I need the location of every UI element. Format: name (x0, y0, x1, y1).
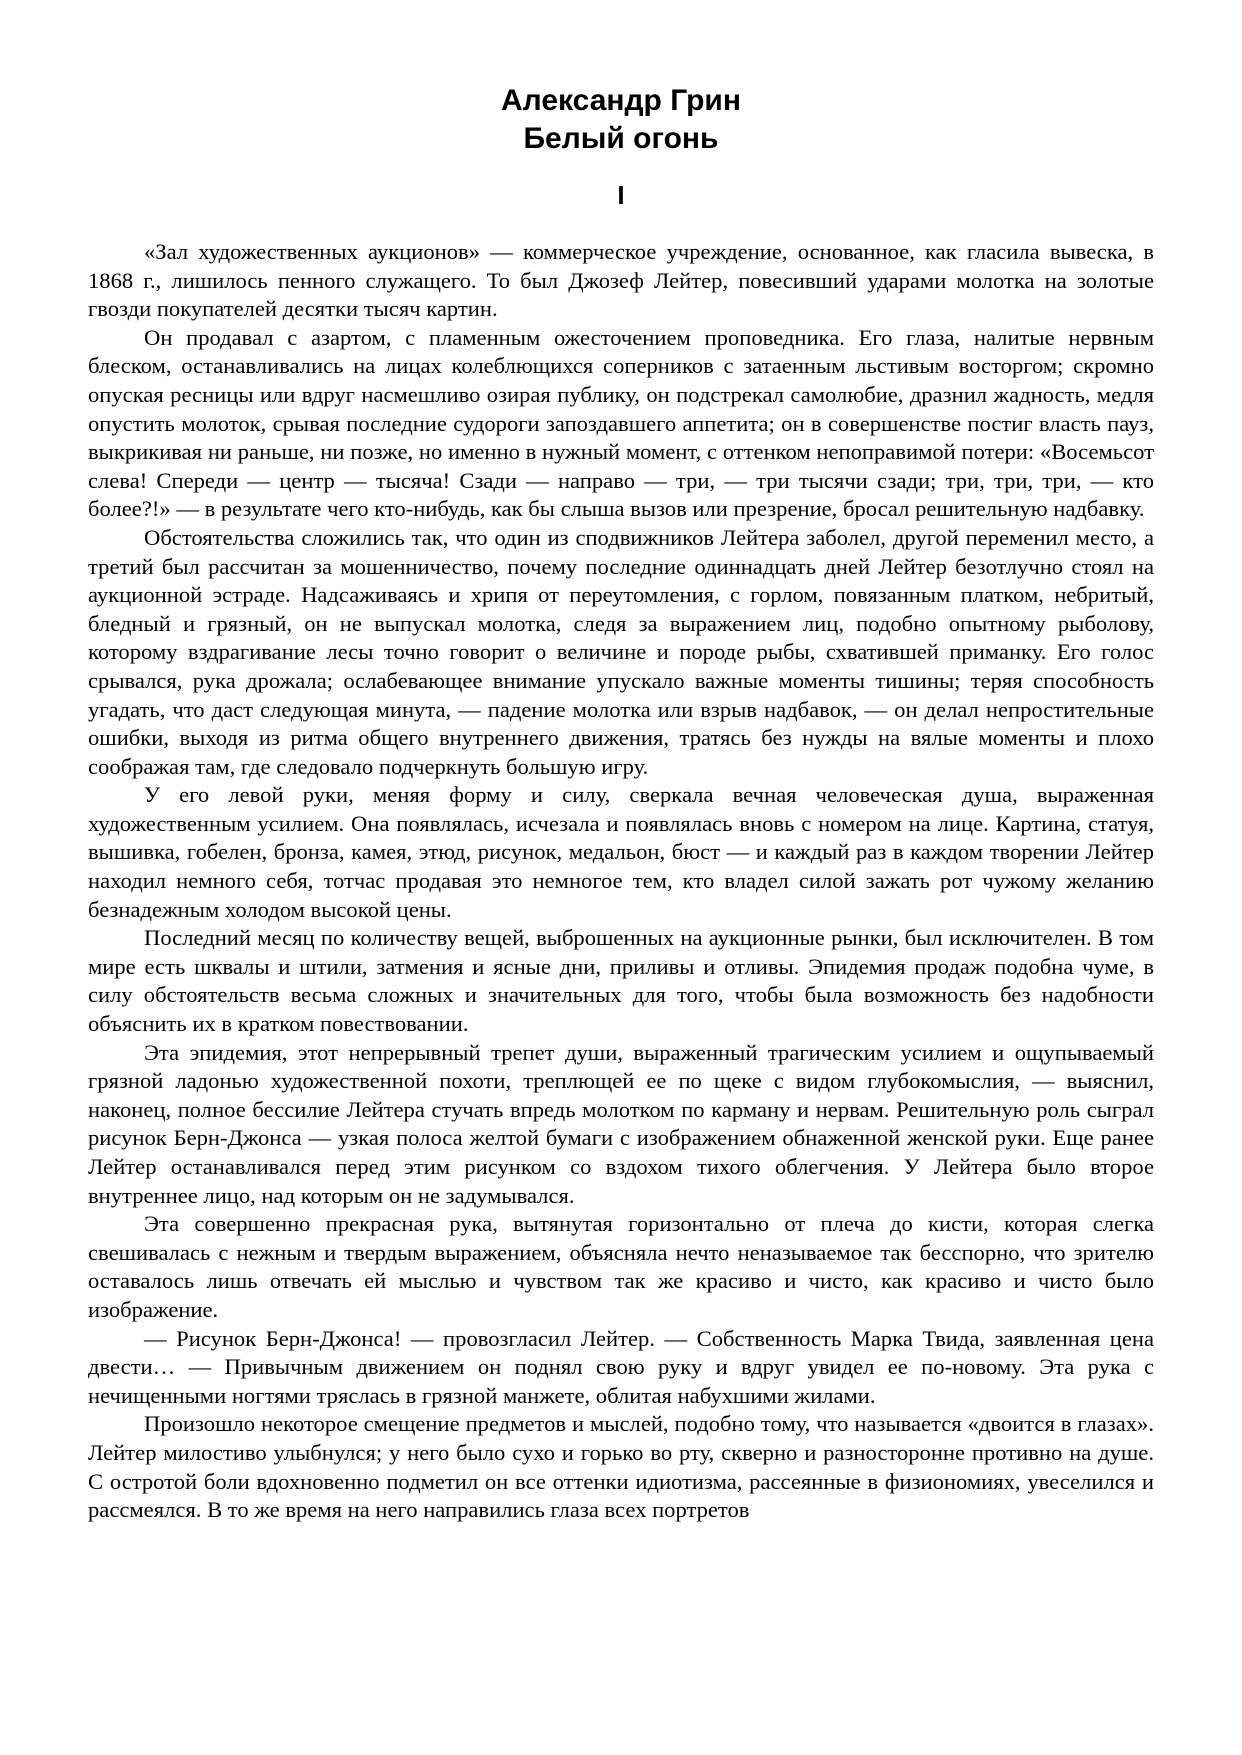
paragraph: Последний месяц по количеству вещей, выброшенных на аукционные рынки, был исключителен. В том мире есть шквалы и штили, затмения и ясные дни, приливы и отливы. Эпидемия продаж подобна чуме, в силу обстоятельств весьма сложных и значительных для того, чтобы была возможность без надобности объяснить их в кратком повествовании. (88, 925, 1154, 1037)
story-title: Белый огонь (523, 122, 719, 155)
paragraph: Обстоятельства сложились так, что один из сподвижников Лейтера заболел, другой переменил место, а третий был рассчитан за мошенничество, почему последние одиннадцать дней Лейтер безотлучно стоял на аукционной эстраде. Надсаживаясь и хрипя от переутомления, с горлом, повязанным платком, небритый, бледный и грязный, он не выпускал молотка, следя за выражением лиц, подобно опытному рыболову, которому вздрагивание лесы точно говорит о величине и породе рыбы, схватившей приманку. Его голос срывался, рука дрожала; ослабевающее внимание упускало важные моменты тишины; теряя способность угадать, что даст следующая минута, — падение молотка или взрыв надбавок, — он делал непростительные ошибки, выходя из ритма общего внутреннего движения, тратясь без нужды на вялые моменты и плохо соображая там, где следовало подчеркнуть большую игру. (88, 524, 1154, 779)
paragraph: — Рисунок Берн-Джонса! — провозгласил Лейтер. — Собственность Марка Твида, заявленная цена двести… — Привычным движением он поднял свою руку и вдруг увидел ее по-новому. Эта рука с нечищенными ногтями тряслась в грязной манжете, облитая набухшими жилами. (88, 1325, 1154, 1408)
body-text (88, 238, 1154, 1525)
paragraph: Эта эпидемия, этот непрерывный трепет души, выраженный трагическим усилием и ощупываемый грязной ладонью художественной похоти, треплющей ее по щеке с видом глубокомыслия, — выяснил, наконец, полное бессилие Лейтера стучать впредь молотком по карману и нервам. Решительную роль сыграл рисунок Берн-Джонса — узкая полоса желтой бумаги с изображением обнаженной женской руки. Еще ранее Лейтер останавливался перед этим рисунком со вздохом тихого облегчения. У Лейтера было второе внутреннее лицо, над которым он не задумывался. (88, 1039, 1154, 1208)
paragraph: Он продавал с азартом, с пламенным ожесточением проповедника. Его глаза, налитые нервным блеском, останавливались на лицах колеблющихся соперников с затаенным льстивым восторгом; скромно опуская ресницы или вдруг насмешливо озирая публику, он подстрекал самолюбие, дразнил жадность, медля опустить молоток, срывая последние судороги запоздавшего аппетита; он в совершенстве постиг власть пауз, выкрикивая ни раньше, ни позже, но именно в нужный момент, с оттенком непоправимой потери: «Восемьсот слева! Спереди — центр — тысяча! Сзади — направо — три, — три тысячи сзади; три, три, три, — кто более?!» — в результате чего кто-нибудь, как бы слыша вызов или презрение, бросал решительную надбавку. (88, 324, 1154, 522)
document-page (88, 82, 1154, 1525)
document-header (88, 82, 1154, 212)
author-name: Александр Грин (501, 84, 741, 117)
paragraph: У его левой руки, меняя форму и силу, сверкала вечная человеческая душа, выраженная художественным усилием. Она появлялась, исчезала и появлялась вновь с номером на лице. Картина, статуя, вышивка, гобелен, бронза, камея, этюд, рисунок, медальон, бюст — и каждый раз в каждом творении Лейтер находил немного себя, тотчас продавая это немногое тем, кто владел силой зажать рот чужому желанию безнадежным холодом высокой цены. (88, 782, 1154, 922)
paragraph: «Зал художественных аукционов» — коммерческое учреждение, основанное, как гласила вывеска, в 1868 г., лишилось пенного служащего. То был Джозеф Лейтер, повесивший ударами молотка на золотые гвозди покупателей десятки тысяч картин. (88, 239, 1154, 322)
paragraph: Произошло некоторое смещение предметов и мыслей, подобно тому, что называется «двоится в глазах». Лейтер милостиво улыбнулся; у него было сухо и горько во рту, скверно и разносторонне противно на душе. С остротой боли вдохновенно подметил он все оттенки идиотизма, рассеянные в физиономиях, увеселился и рассмеялся. В то же время на него направились глаза всех портретов (88, 1411, 1154, 1523)
chapter-number: I (617, 180, 625, 210)
paragraph: Эта совершенно прекрасная рука, вытянутая горизонтально от плеча до кисти, которая слегка свешивалась с нежным и твердым выражением, объясняла нечто неназываемое так бесспорно, что зрителю оставалось лишь отвечать ей мыслью и чувством так же красиво и чисто, как красиво и чисто было изображение. (88, 1211, 1154, 1322)
